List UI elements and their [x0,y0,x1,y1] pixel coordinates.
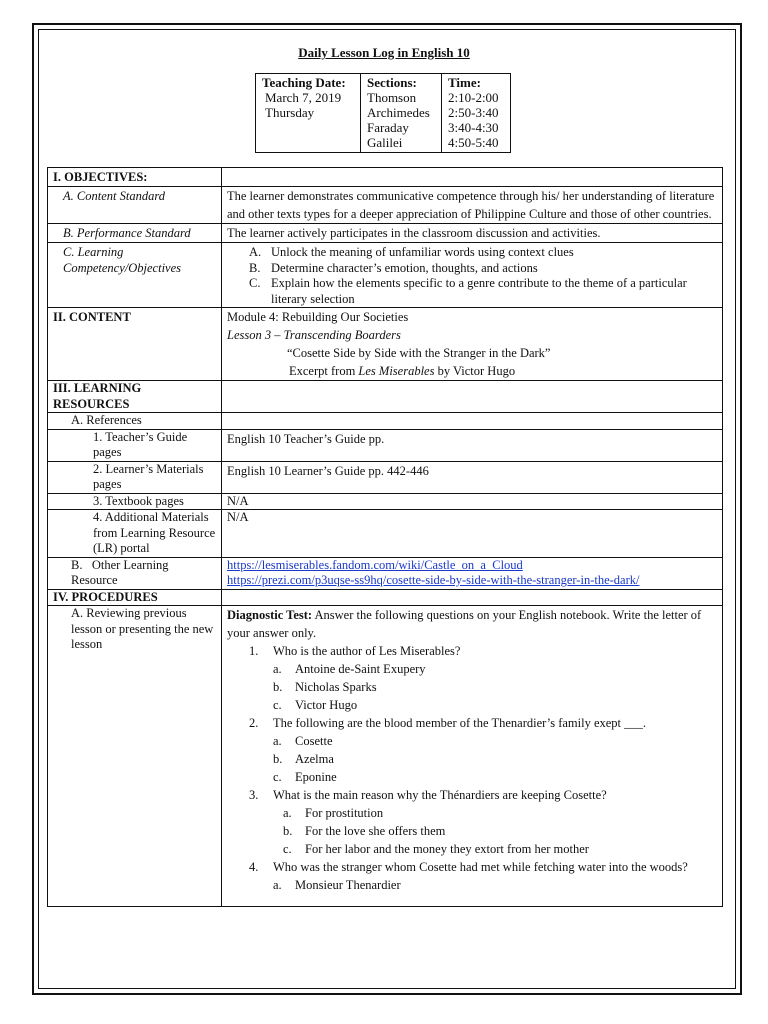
resources-header: III. LEARNING RESOURCES [48,381,222,413]
learners-materials-label: 2. Learner’s Materials pages [93,461,204,491]
answer-option: a. Antoine de-Saint Exupery [273,662,426,676]
list-item: A. Unlock the meaning of unfamiliar words using context clues [249,245,574,259]
resource-link[interactable]: https://lesmiserables.fandom.com/wiki/Castle_on_a_Cloud [227,557,523,572]
table-row [48,589,723,606]
table-row [48,243,723,308]
performance-standard-label: B. Performance Standard [63,226,191,240]
table-row [48,381,723,413]
time-slot: 3:40-4:30 [448,120,499,135]
content-header: II. CONTENT [48,308,222,381]
table-row [48,493,723,510]
excerpt-line: Excerpt from Les Miserables by Victor Hugo [289,364,516,378]
other-resources-label: B. Other Learning Resource [71,557,172,587]
schedule-table [255,73,511,153]
table-row [48,168,723,187]
answer-option: c. For her labor and the money they extort from her mother [283,842,589,856]
teachers-guide-label: 1. Teacher’s Guide pages [93,429,188,459]
table-row [48,461,723,493]
competency-label: C. Learning Competency/Objectives [63,245,182,275]
question: 1. Who is the author of Les Miserables? a. Antoine de-Saint Exupery b. Nicholas Sparks c. Victor Hugo [227,642,717,714]
question: 4. Who was the stranger whom Cosette had met while fetching water into the woods? a. Monsieur Thenardier [227,858,717,894]
time-slot: 4:50-5:40 [448,135,499,150]
answer-option: a. Cosette [273,734,333,748]
references-label: A. References [71,413,142,427]
time-header: Time: [448,75,481,90]
section-name: Archimedes [367,105,430,120]
sections-header: Sections: [367,75,417,90]
table-row [48,606,723,907]
table-row [48,187,723,224]
table-row [48,413,723,430]
teaching-date-header: Teaching Date: [262,75,346,90]
section-name: Galilei [367,135,403,150]
answer-option: b. For the love she offers them [283,824,446,838]
table-row [48,510,723,558]
lesson-title: Lesson 3 – Transcending Boarders [227,328,401,342]
performance-standard-text: The learner actively participates in the classroom discussion and activities. [222,224,723,243]
answer-option: b. Nicholas Sparks [273,680,377,694]
resource-link[interactable]: https://prezi.com/p3uqse-ss9hq/cosette-side-by-side-with-the-stranger-in-the-dark/ [227,573,640,587]
teachers-guide-value: English 10 Teacher’s Guide pp. [222,429,723,461]
question: 3. What is the main reason why the Thénardiers are keeping Cosette? a. For prostitution b. For the love she offers them c. For her labor and the money they extort from her mother [227,786,717,858]
answer-option: a. For prostitution [283,806,384,820]
teaching-date: March 7, 2019 [265,90,342,105]
learners-materials-value: English 10 Learner’s Guide pp. 442-446 [222,461,723,493]
question: 2. The following are the blood member of the Thenardier’s family exept ___. a. Cosette b. Azelma c. Eponine [227,714,717,786]
list-item: C. Explain how the elements specific to a genre contribute to the theme of a particular literary selection [249,276,687,306]
additional-materials-value: N/A [222,510,723,558]
answer-option: a. Monsieur Thenardier [273,878,401,892]
objectives-empty [222,168,723,187]
competency-list [227,243,717,307]
answer-option: c. Eponine [273,770,337,784]
document-title: Daily Lesson Log in English 10 [298,45,470,60]
answer-option: b. Azelma [273,752,334,766]
table-row [48,224,723,243]
table-row [48,557,723,589]
section-name: Faraday [367,120,409,135]
selection-title: “Cosette Side by Side with the Stranger in the Dark” [287,346,551,360]
diagnostic-instructions: Diagnostic Test: Answer the following questions on your English notebook. Write the letter of your answer only. [227,608,702,640]
time-slot: 2:10-2:00 [448,90,499,105]
content-standard-text: The learner demonstrates communicative competence through his/ her understanding of literature and other texts types for a deeper appreciation of Philippine Culture and those of other countries. [222,187,723,224]
module-title: Module 4: Rebuilding Our Societies [227,310,409,324]
textbook-label: 3. Textbook pages [93,493,184,508]
textbook-value: N/A [222,493,723,510]
review-lesson-label: A. Reviewing previous lesson or presenting the new lesson [71,606,214,651]
section-name: Thomson [367,90,417,105]
time-cell [442,74,511,153]
objectives-header: I. OBJECTIVES: [48,168,222,187]
teaching-day: Thursday [265,105,315,120]
answer-option: c. Victor Hugo [273,698,358,712]
content-standard-label: A. Content Standard [63,189,165,203]
teaching-date-cell [256,74,361,153]
table-row [48,429,723,461]
procedures-header: IV. PROCEDURES [48,589,222,606]
table-row [48,308,723,381]
additional-materials-label: 4. Additional Materials from Learning Resource (LR) portal [93,510,216,555]
list-item: B. Determine character’s emotion, thoughts, and actions [249,260,538,275]
time-slot: 2:50-3:40 [448,105,499,120]
lesson-log-table [47,167,723,907]
sections-cell [361,74,442,153]
